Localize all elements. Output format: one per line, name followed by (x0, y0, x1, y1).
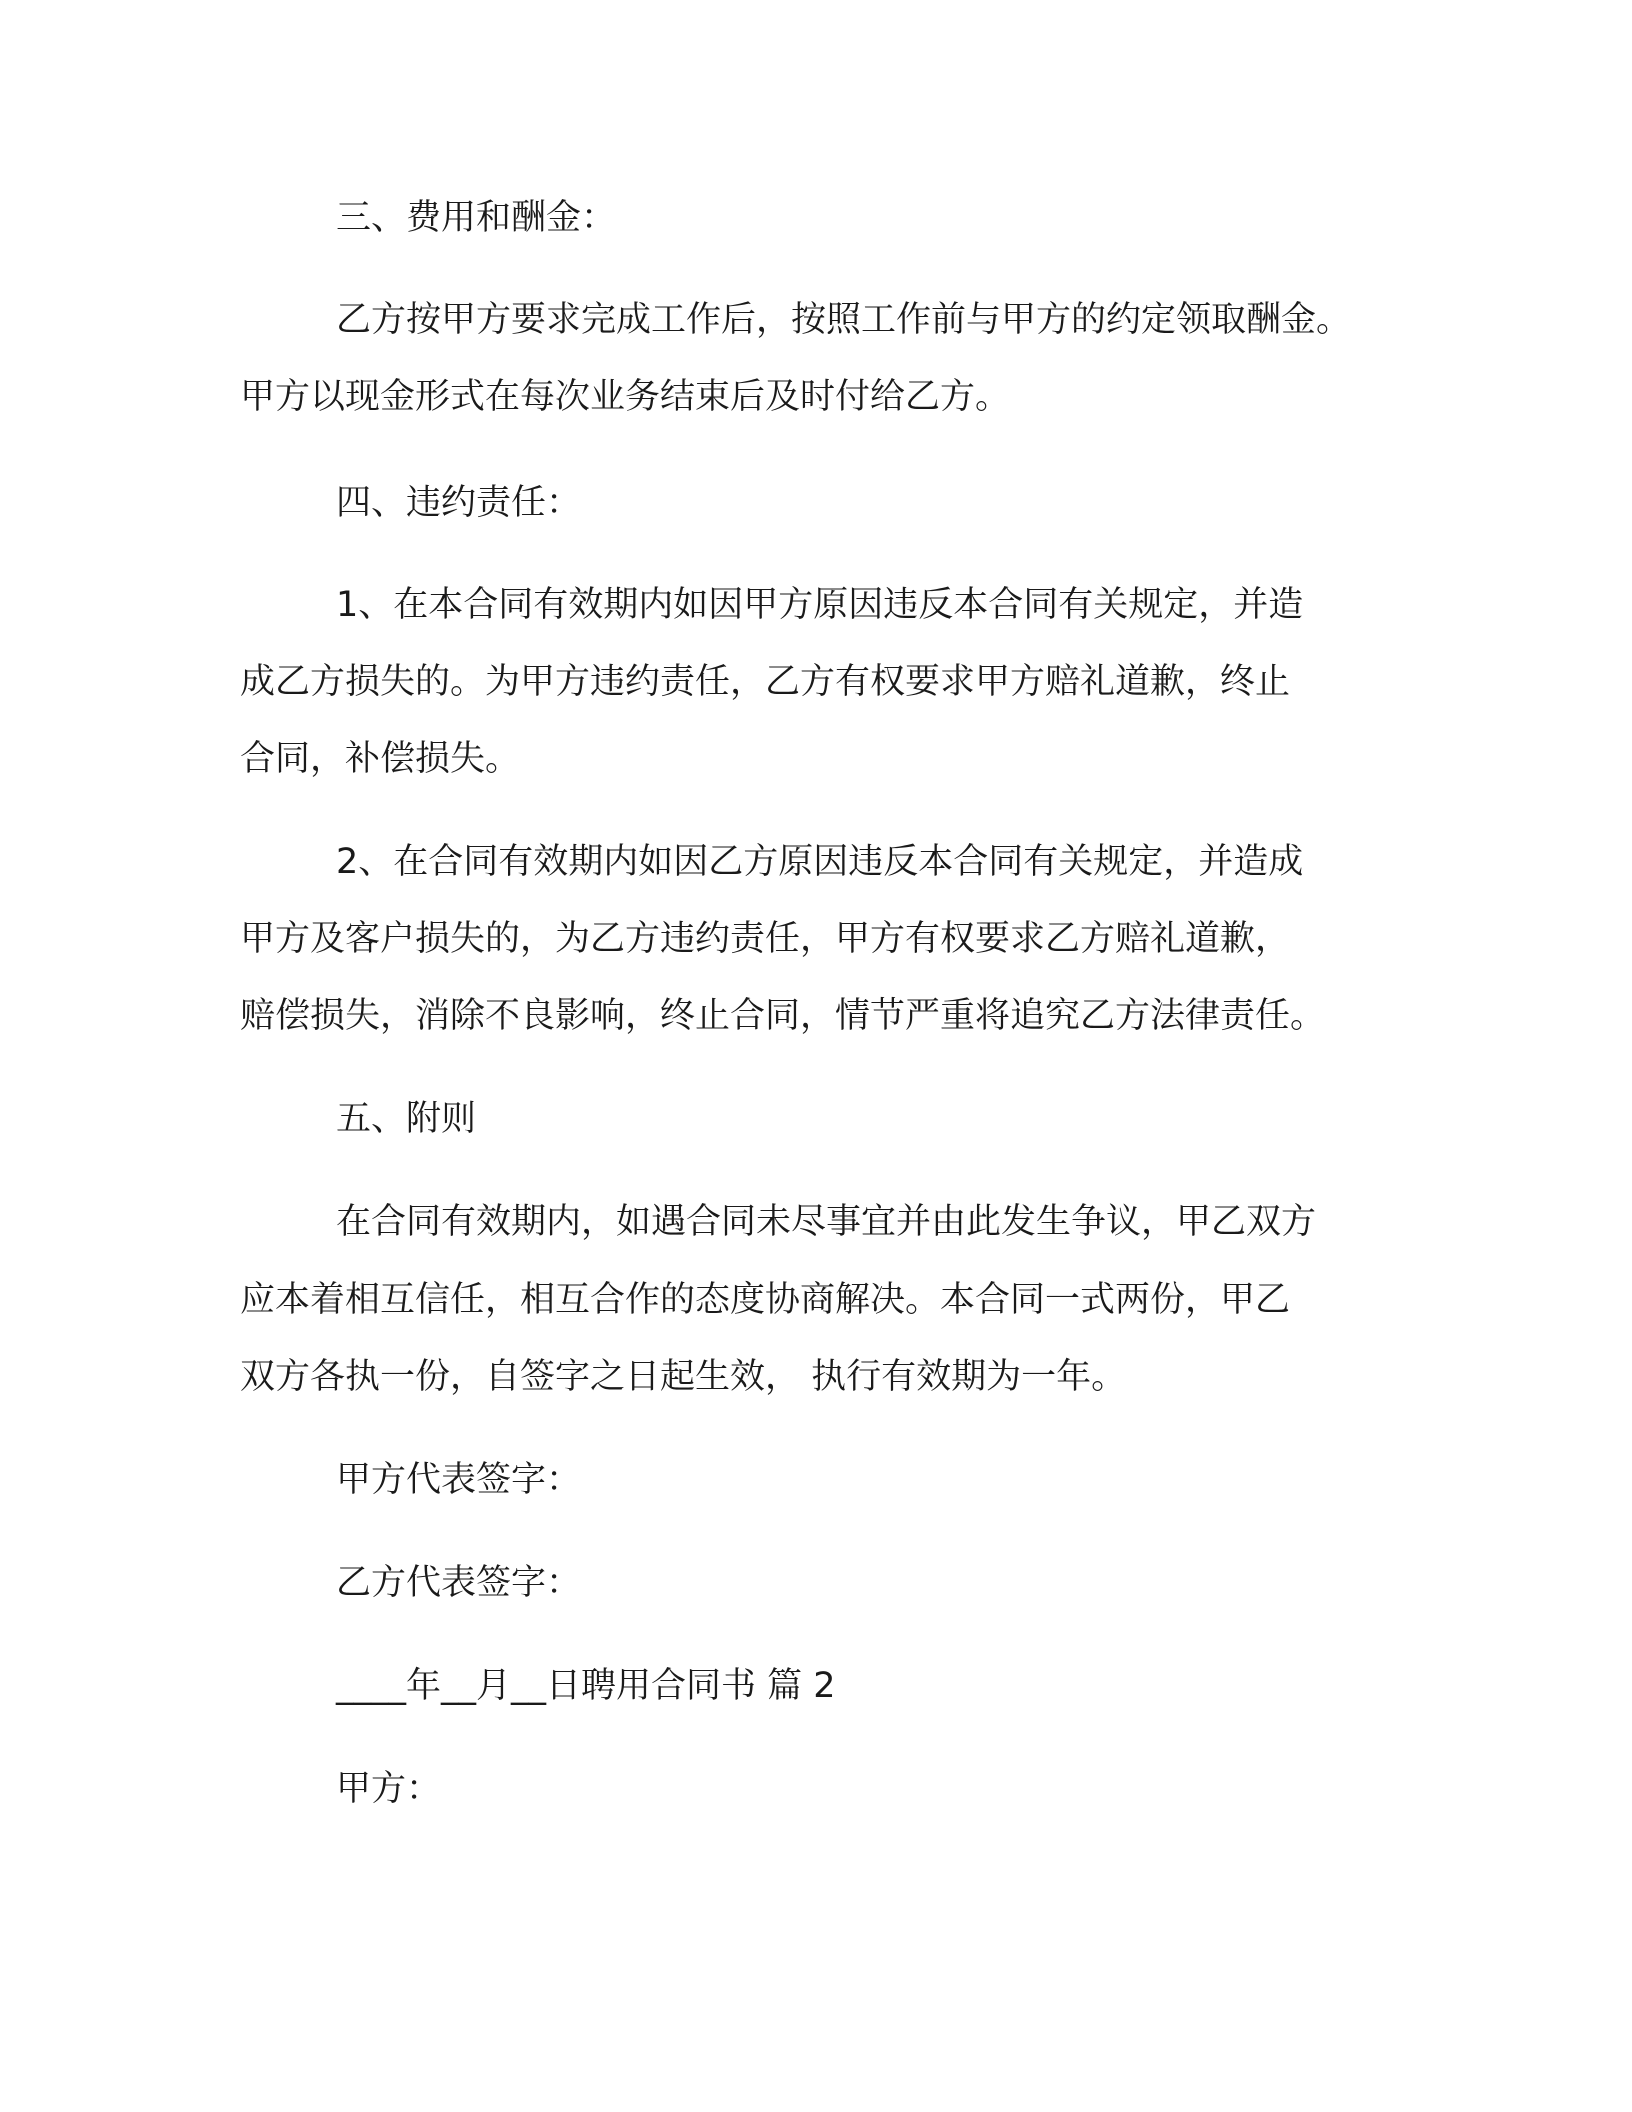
paragraph-line: 赔偿损失，消除不良影响，终止合同，情节严重将追究乙方法律责任。 (240, 996, 1326, 1036)
paragraph-line: 甲方以现金形式在每次业务结束后及时付给乙方。 (240, 377, 1011, 417)
paragraph-line: 1、在本合同有效期内如因甲方原因违反本合同有关规定，并造 (336, 585, 1304, 625)
section-heading-appendix: 五、附则 (336, 1099, 477, 1139)
paragraph-line: 乙方按甲方要求完成工作后，按照工作前与甲方的约定领取酬金。 (336, 300, 1352, 340)
party-a-signature-label: 甲方代表签字： (336, 1460, 582, 1500)
paragraph-line: 应本着相互信任，相互合作的态度协商解决。本合同一式两份，甲乙 (240, 1280, 1291, 1320)
section-heading-breach: 四、违约责任： (336, 483, 582, 523)
paragraph-line: 成乙方损失的。为甲方违约责任，乙方有权要求甲方赔礼道歉，终止 (240, 662, 1291, 702)
party-a-label: 甲方： (336, 1769, 442, 1809)
paragraph-line: 2、在合同有效期内如因乙方原因违反本合同有关规定，并造成 (336, 842, 1304, 882)
paragraph-line: 双方各执一份，自签字之日起生效， 执行有效期为一年。 (240, 1357, 1127, 1397)
paragraph-line: 甲方及客户损失的，为乙方违约责任，甲方有权要求乙方赔礼道歉， (240, 919, 1291, 959)
section-heading-fees: 三、费用和酬金： (336, 198, 617, 238)
paragraph-line: 在合同有效期内，如遇合同未尽事宜并由此发生争议，甲乙双方 (336, 1202, 1317, 1242)
party-b-signature-label: 乙方代表签字： (336, 1563, 582, 1603)
paragraph-line: 合同，补偿损失。 (240, 739, 521, 779)
date-and-title-line: ____年__月__日聘用合同书 篇 2 (336, 1666, 836, 1706)
